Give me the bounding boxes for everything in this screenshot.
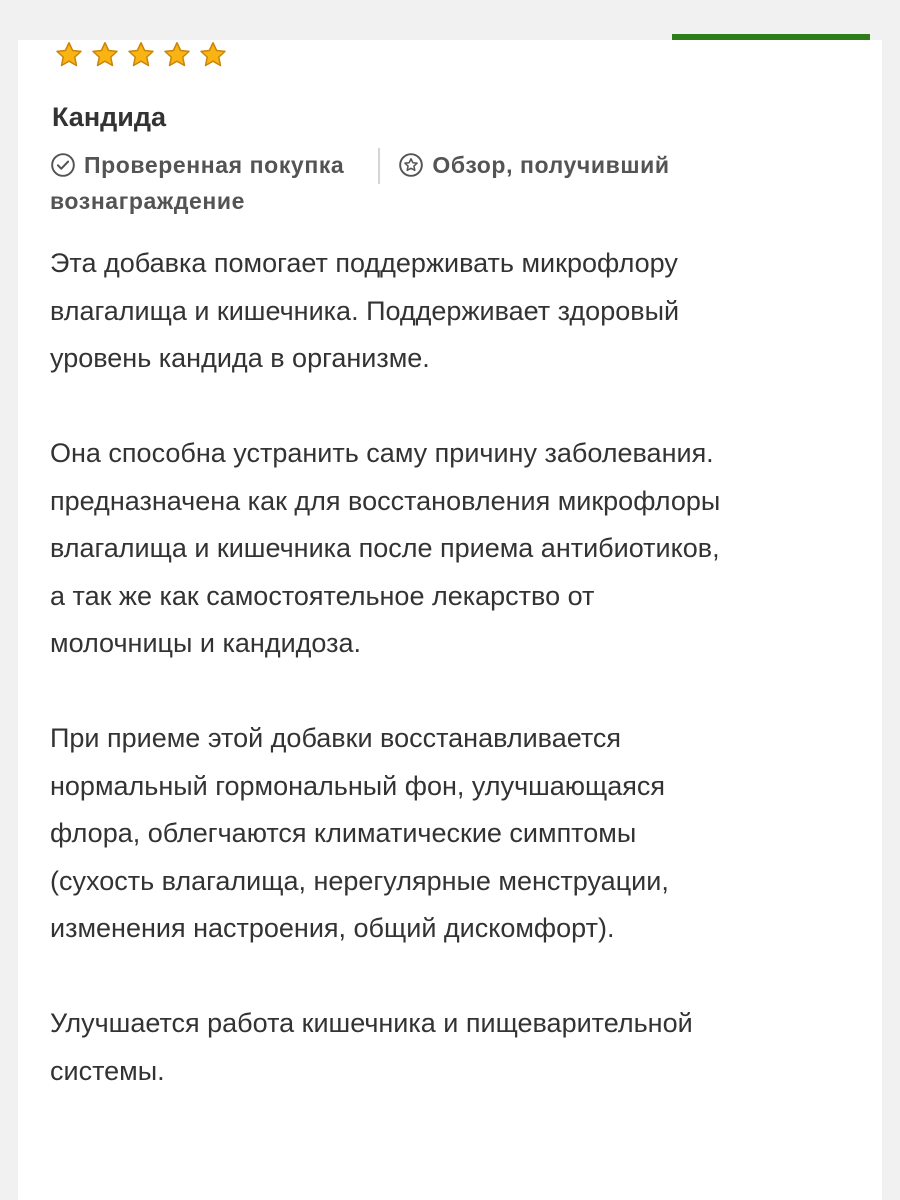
star-icon — [196, 40, 230, 70]
review-paragraph: Эта добавка помогает поддерживать микрофлору влагалища и кишечника. Поддерживает здоровый уровень кандида в организме. — [50, 248, 680, 373]
review-badges — [50, 148, 850, 218]
review-paragraph: Она способна устранить саму причину заболевания. предназначена как для восстановления микрофлоры влагалища и кишечника после приема антибиотиков, а так же как самостоятельное лекарство от молочницы и кандидоза. — [50, 438, 721, 658]
review-paragraph: При приеме этой добавки восстанавливается нормальный гормональный фон, улучшающаяся флора, облегчаются климатические симптомы (сухость влагалища, нерегулярные менструации, изменения настроения, общий дискомфорт). — [50, 723, 669, 943]
verified-purchase-badge: Проверенная покупка — [84, 152, 345, 178]
review-body — [50, 240, 860, 1143]
star-rating — [52, 40, 230, 70]
star-icon — [88, 40, 122, 70]
review-paragraph: Улучшается работа кишечника и пищеварительной системы. — [50, 1008, 693, 1086]
review-title: Кандида — [52, 102, 167, 132]
star-icon — [160, 40, 194, 70]
accent-bar — [672, 34, 870, 40]
star-circle-icon — [398, 152, 424, 178]
rewarded-review-badge: Обзор, получивший вознаграждение — [50, 152, 670, 214]
check-circle-icon — [50, 152, 76, 178]
star-icon — [52, 40, 86, 70]
star-icon — [124, 40, 158, 70]
badge-divider — [378, 148, 380, 184]
review-card — [18, 40, 882, 1200]
